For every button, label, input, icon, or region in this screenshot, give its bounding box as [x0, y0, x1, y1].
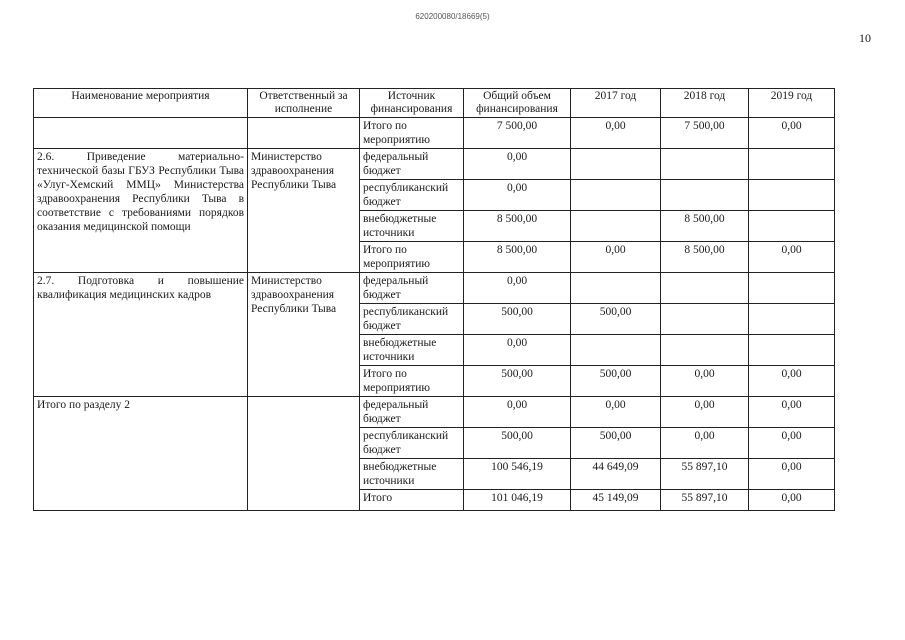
page-number: 10 [859, 31, 871, 45]
source-cell: внебюджетные источники [360, 211, 464, 242]
responsible-cell: Министерство здравоохранения Республики Тыва [248, 273, 360, 397]
y2019-cell: 0,00 [749, 242, 835, 273]
y2018-cell [661, 335, 749, 366]
table-header-row [34, 89, 835, 118]
y2018-cell: 7 500,00 [661, 118, 749, 149]
total-cell: 8 500,00 [464, 211, 571, 242]
empty-cell [248, 397, 360, 511]
y2017-cell: 500,00 [571, 366, 661, 397]
total-cell: 100 546,19 [464, 459, 571, 490]
header-cell: Общий объем финансирования [464, 89, 571, 118]
y2018-cell: 0,00 [661, 397, 749, 428]
source-cell: Итого [360, 490, 464, 511]
y2017-cell [571, 273, 661, 304]
section-total-label: Итого по разделу 2 [34, 397, 248, 511]
y2018-cell: 8 500,00 [661, 211, 749, 242]
source-cell: Итого по мероприятию [360, 118, 464, 149]
total-cell: 500,00 [464, 304, 571, 335]
table-row [34, 118, 835, 149]
source-cell: внебюджетные источники [360, 335, 464, 366]
source-cell: республиканский бюджет [360, 180, 464, 211]
total-cell: 0,00 [464, 397, 571, 428]
header-cell: Источник финансирования [360, 89, 464, 118]
source-cell: внебюджетные источники [360, 459, 464, 490]
header-cell: 2018 год [661, 89, 749, 118]
y2019-cell: 0,00 [749, 118, 835, 149]
y2019-cell [749, 335, 835, 366]
y2019-cell: 0,00 [749, 459, 835, 490]
y2018-cell: 55 897,10 [661, 459, 749, 490]
empty-cell [34, 118, 248, 149]
y2017-cell [571, 335, 661, 366]
measure-name-cell: 2.7. Подготовка и повышение квалификация медицинских кадров [34, 273, 248, 397]
header-cell: Ответственный за исполнение [248, 89, 360, 118]
y2019-cell [749, 211, 835, 242]
source-cell: Итого по мероприятию [360, 366, 464, 397]
y2017-cell [571, 211, 661, 242]
y2018-cell [661, 180, 749, 211]
total-cell: 0,00 [464, 335, 571, 366]
y2019-cell [749, 149, 835, 180]
y2017-cell [571, 180, 661, 211]
header-cell: 2017 год [571, 89, 661, 118]
table-row [34, 149, 835, 180]
source-cell: республиканский бюджет [360, 304, 464, 335]
y2019-cell [749, 304, 835, 335]
header-cell: 2019 год [749, 89, 835, 118]
y2017-cell: 0,00 [571, 242, 661, 273]
y2019-cell: 0,00 [749, 397, 835, 428]
y2018-cell: 0,00 [661, 428, 749, 459]
y2017-cell: 0,00 [571, 397, 661, 428]
y2017-cell [571, 149, 661, 180]
measure-name-cell: 2.6. Приведение материально-технической базы ГБУЗ Республики Тыва «Улуг-Хемский ММЦ» Министерства здравоохранения Республики Тыва в соответствие с требованиями порядков оказания медицинской помощи [34, 149, 248, 273]
y2017-cell: 45 149,09 [571, 490, 661, 511]
source-cell: федеральный бюджет [360, 273, 464, 304]
y2018-cell [661, 149, 749, 180]
y2018-cell [661, 304, 749, 335]
total-cell: 0,00 [464, 149, 571, 180]
total-cell: 500,00 [464, 428, 571, 459]
total-cell: 0,00 [464, 180, 571, 211]
y2018-cell: 55 897,10 [661, 490, 749, 511]
y2019-cell [749, 180, 835, 211]
y2017-cell: 0,00 [571, 118, 661, 149]
y2017-cell: 500,00 [571, 304, 661, 335]
total-cell: 8 500,00 [464, 242, 571, 273]
source-cell: Итого по мероприятию [360, 242, 464, 273]
y2018-cell: 0,00 [661, 366, 749, 397]
source-cell: федеральный бюджет [360, 397, 464, 428]
total-cell: 500,00 [464, 366, 571, 397]
total-cell: 7 500,00 [464, 118, 571, 149]
y2019-cell [749, 273, 835, 304]
y2018-cell: 8 500,00 [661, 242, 749, 273]
y2019-cell: 0,00 [749, 366, 835, 397]
total-cell: 101 046,19 [464, 490, 571, 511]
financing-table [33, 88, 835, 511]
y2017-cell: 44 649,09 [571, 459, 661, 490]
responsible-cell: Министерство здравоохранения Республики Тыва [248, 149, 360, 273]
y2017-cell: 500,00 [571, 428, 661, 459]
document-code: 620200080/18669(5) [415, 12, 490, 21]
table-row [34, 273, 835, 304]
table-row [34, 397, 835, 428]
source-cell: республиканский бюджет [360, 428, 464, 459]
header-cell: Наименование мероприятия [34, 89, 248, 118]
y2018-cell [661, 273, 749, 304]
total-cell: 0,00 [464, 273, 571, 304]
y2019-cell: 0,00 [749, 428, 835, 459]
source-cell: федеральный бюджет [360, 149, 464, 180]
empty-cell [248, 118, 360, 149]
y2019-cell: 0,00 [749, 490, 835, 511]
